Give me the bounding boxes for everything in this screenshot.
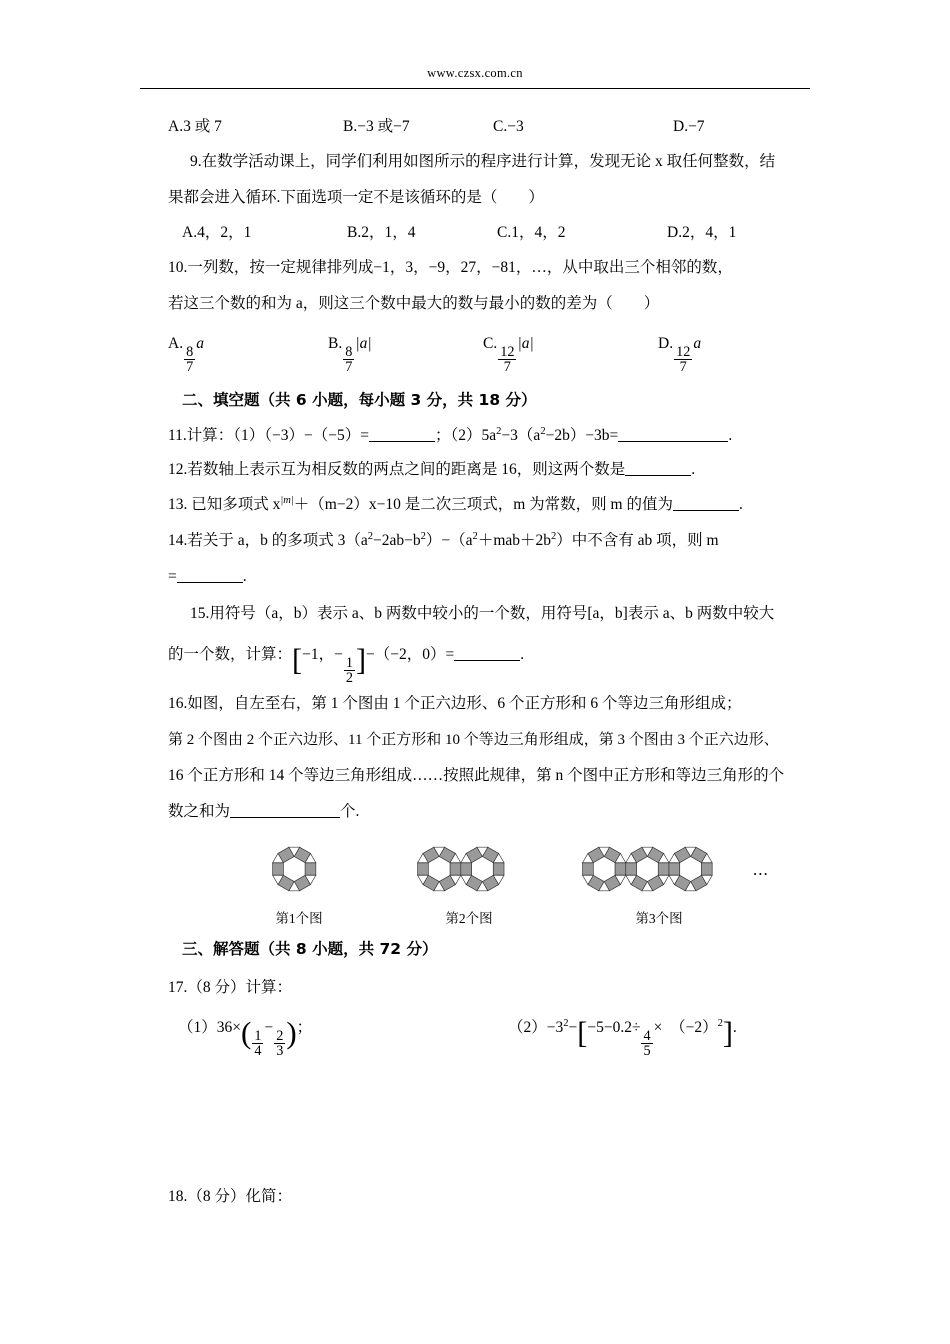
figure-1 bbox=[263, 838, 335, 927]
q11-mid-2: −3（a bbox=[501, 426, 541, 444]
q10-option-a-label: A. bbox=[168, 335, 184, 352]
left-paren-icon: ( bbox=[241, 1015, 252, 1050]
q13-line bbox=[168, 487, 823, 523]
q17-part2-mid2: × （−2） bbox=[653, 1018, 718, 1036]
figure-2-caption: 第2个图 bbox=[445, 910, 493, 926]
q10-option-d bbox=[658, 322, 701, 375]
q18-stem: 18.（8 分）化简： bbox=[168, 1187, 293, 1205]
q9-line-2: 果都会进入循环.下面选项一定不是该循环的是（ ） bbox=[168, 189, 544, 206]
q12-line bbox=[168, 453, 823, 487]
q15-tail: . bbox=[520, 645, 525, 663]
q10-line-1: 10.一列数，按一定规律排列成−1，3，−9，27，−81，…，从中取出三个相邻的数， bbox=[168, 259, 733, 276]
q8-option-b: B.−3 或−7 bbox=[343, 118, 410, 135]
q15-prefix: 的一个数，计算： bbox=[168, 645, 293, 663]
q14-blank[interactable] bbox=[177, 582, 243, 583]
q14-equals: = bbox=[168, 567, 177, 585]
left-bracket-icon: [ bbox=[292, 642, 303, 677]
q12-blank[interactable] bbox=[625, 475, 691, 476]
q13-tail: . bbox=[738, 495, 743, 513]
q13-mid: ＋（m−2）x−10 是二次三项式，m 为常数，则 m 的值为 bbox=[293, 495, 673, 513]
q11-tail: . bbox=[728, 426, 733, 444]
q9-option-b: B.2，1，4 bbox=[347, 224, 416, 241]
q13-exponent: |m| bbox=[280, 494, 294, 506]
q11-exp-1: 2 bbox=[496, 425, 502, 437]
q11-exp-2: 2 bbox=[540, 425, 546, 437]
figure-2-svg bbox=[408, 838, 530, 900]
q11-mid-1: ；（2）5a bbox=[435, 426, 497, 444]
q14-exp-1: 2 bbox=[367, 530, 374, 542]
q16-line-2: 第 2 个图由 2 个正六边形、11 个正方形和 10 个等边三角形组成，第 3 个图由 3 个正六边形、 bbox=[168, 731, 779, 748]
figure-3-svg bbox=[573, 838, 745, 900]
q10-option-b-suffix: |a| bbox=[355, 335, 372, 352]
q15-line-1: 15.用符号（a，b）表示 a、b 两数中较小的一个数，用符号[a，b]表示 a、b 两数中较大 bbox=[190, 604, 775, 622]
q8-option-c: C.−3 bbox=[493, 118, 524, 135]
q9-line-1: 9.在数学活动课上，同学们利用如图所示的程序进行计算，发现无论 x 取任何整数，结 bbox=[190, 153, 776, 170]
section-2-heading: 二、填空题（共 6 小题，每小题 3 分，共 18 分） bbox=[182, 390, 537, 409]
q17-equations-row bbox=[168, 1008, 823, 1059]
q10-option-c-suffix: |a| bbox=[517, 335, 534, 352]
q17-part2-exp-2: 2 bbox=[717, 1017, 723, 1029]
q15-blank[interactable] bbox=[454, 660, 520, 661]
q17-part-1 bbox=[168, 1008, 508, 1059]
q17-part2-inner: −5−0.2÷ bbox=[587, 1018, 641, 1036]
q17-part1-fraction-2: $\frac{2}{3}$ bbox=[276, 1027, 284, 1060]
q14-mid-2: ）−（a bbox=[425, 531, 473, 549]
q14-exp-2: 2 bbox=[420, 530, 426, 542]
header-divider bbox=[140, 88, 810, 89]
right-bracket-icon-2: ] bbox=[722, 1015, 733, 1050]
q10-option-d-suffix: a bbox=[693, 335, 702, 352]
q17-part-2 bbox=[508, 1008, 737, 1059]
q17-part1-fraction-1: $\frac{1}{4}$ bbox=[254, 1027, 262, 1060]
q14-mid-3: ＋mab＋2b bbox=[477, 531, 551, 549]
q17-part2-prefix: （2）−3 bbox=[508, 1018, 564, 1036]
q10-option-a-suffix: a bbox=[196, 335, 204, 352]
q14-mid-1: −2ab−b bbox=[373, 531, 421, 549]
q15-pair-values: −1，− bbox=[302, 645, 343, 663]
q10-option-b-label: B. bbox=[328, 335, 343, 352]
q9-option-c: C.1，4，2 bbox=[497, 224, 566, 241]
q16-tail: 个. bbox=[340, 802, 360, 820]
figure-1-svg bbox=[263, 838, 335, 900]
q8-options-row bbox=[168, 110, 823, 144]
q9-option-a: A.4，2，1 bbox=[182, 224, 252, 241]
q11-prefix: 11.计算：（1）（−3）−（−5）= bbox=[168, 426, 370, 444]
q16-line-4 bbox=[168, 794, 823, 830]
q17-part2-exp-1: 2 bbox=[563, 1017, 569, 1029]
right-bracket-icon: ] bbox=[355, 642, 367, 677]
q10-options-row bbox=[168, 322, 823, 375]
q15-suffix: −（−2，0）= bbox=[366, 645, 455, 663]
q10-option-c-label: C. bbox=[483, 335, 498, 352]
q10-option-c-fraction: $\frac{12}{7}$ bbox=[500, 343, 515, 376]
left-bracket-icon-2: [ bbox=[577, 1015, 588, 1050]
q11-blank-1[interactable] bbox=[369, 441, 435, 442]
q17-stem: 17.（8 分）计算： bbox=[168, 978, 293, 996]
figure-2 bbox=[408, 838, 530, 927]
q9-options-row bbox=[168, 216, 823, 250]
q10-option-b bbox=[328, 322, 483, 375]
q17-part1-tail: ； bbox=[296, 1018, 313, 1036]
q10-option-b-fraction: $\frac{8}{7}$ bbox=[345, 343, 353, 376]
q17-part1-prefix: （1）36× bbox=[178, 1018, 241, 1036]
q10-option-d-label: D. bbox=[658, 335, 674, 352]
q10-line-2: 若这三个数的和为 a，则这三个数中最大的数与最小的数的差为（ ） bbox=[168, 295, 660, 312]
q10-option-a-fraction: $\frac{8}{7}$ bbox=[186, 343, 194, 376]
q17-part2-minus: − bbox=[568, 1018, 578, 1036]
q16-line-1: 16.如图，自左至右，第 1 个图由 1 个正六边形、6 个正方形和 6 个等边三角形组成； bbox=[168, 694, 742, 712]
q16-line-3: 16 个正方形和 14 个等边三角形组成……按照此规律，第 n 个图中正方形和等边三角形的个 bbox=[168, 766, 785, 784]
q11-mid-3: −2b）−3b= bbox=[545, 426, 619, 444]
figure-ellipsis: ... bbox=[753, 859, 769, 879]
q13-prefix: 13. 已知多项式 x bbox=[168, 495, 281, 513]
q11-line bbox=[168, 419, 823, 453]
page-content bbox=[168, 110, 823, 1215]
q17-part2-tail: . bbox=[732, 1018, 737, 1036]
q10-option-a bbox=[168, 322, 328, 375]
q13-blank[interactable] bbox=[673, 510, 739, 511]
q9-option-d: D.2，4，1 bbox=[667, 224, 737, 241]
q14-exp-4: 2 bbox=[551, 530, 557, 542]
q14-exp-3: 2 bbox=[472, 530, 478, 542]
q12-tail: . bbox=[691, 460, 696, 478]
q15-line-2 bbox=[168, 633, 823, 686]
q17-part1-operator: − bbox=[264, 1018, 274, 1036]
q8-option-d: D.−7 bbox=[673, 118, 705, 135]
q10-option-c bbox=[483, 322, 658, 375]
q14-mid-4: ）中不含有 ab 项，则 m bbox=[556, 531, 719, 549]
q14-line-1 bbox=[168, 523, 823, 559]
q16-blank[interactable] bbox=[230, 817, 340, 818]
q14-prefix: 14.若关于 a，b 的多项式 3（a bbox=[168, 531, 368, 549]
q16-figure-group bbox=[168, 838, 823, 926]
figure-3-caption: 第3个图 bbox=[635, 910, 683, 926]
q12-prefix: 12.若数轴上表示互为相反数的两点之间的距离是 16，则这两个数是 bbox=[168, 460, 626, 478]
q11-blank-2[interactable] bbox=[618, 441, 728, 442]
figure-1-caption: 第1个图 bbox=[275, 910, 323, 926]
q17-part2-fraction: $\frac{4}{5}$ bbox=[643, 1027, 651, 1060]
q14-tail: . bbox=[242, 567, 247, 585]
q16-prefix: 数之和为 bbox=[168, 802, 231, 820]
right-paren-icon: ) bbox=[286, 1015, 297, 1050]
q10-option-d-fraction: $\frac{12}{7}$ bbox=[676, 343, 691, 376]
section-3-heading: 三、解答题（共 8 小题，共 72 分） bbox=[182, 939, 438, 958]
q14-line-2 bbox=[168, 559, 823, 595]
figure-3 bbox=[573, 838, 745, 927]
page-header-url: www.czsx.com.cn bbox=[427, 66, 523, 80]
q15-fraction: $\frac{1}{2}$ bbox=[345, 654, 353, 687]
q8-option-a: A.3 或 7 bbox=[168, 118, 222, 135]
